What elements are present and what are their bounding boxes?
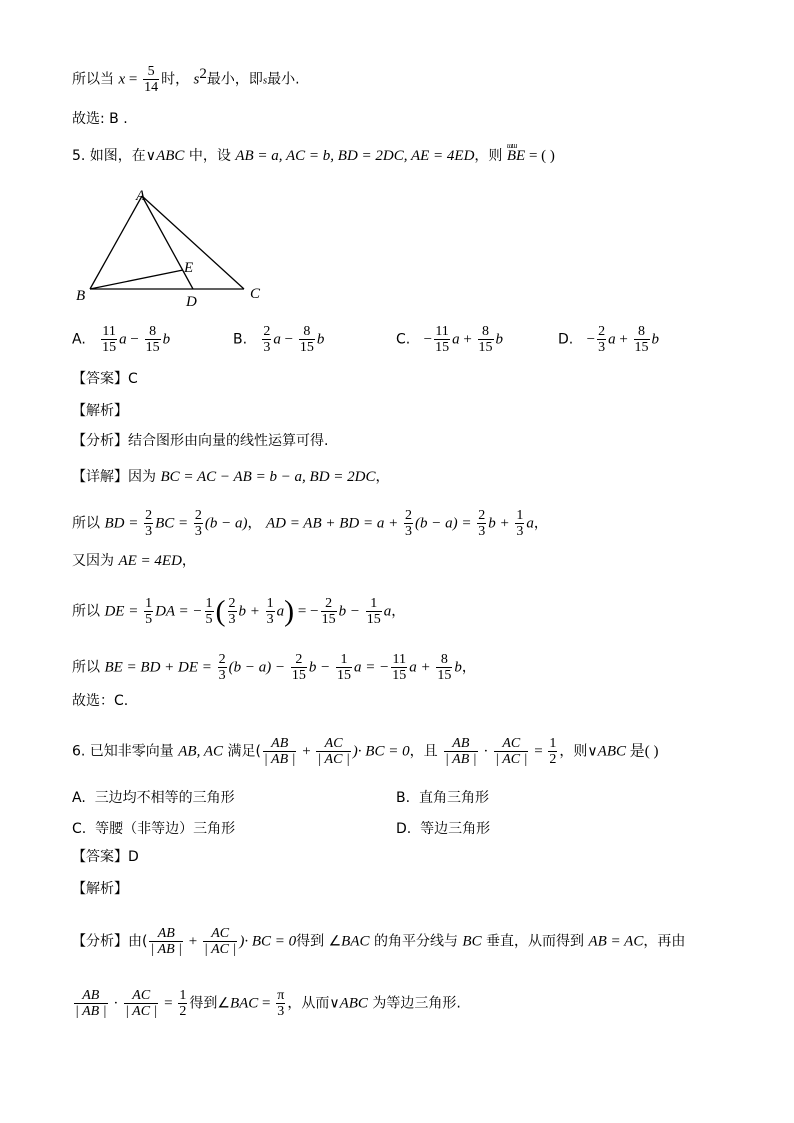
answer-line: 【答案】C: [72, 371, 138, 387]
fraction: $\frac{5}{14}$: [144, 64, 159, 95]
question-5-stem: 5. 如图，在∨ABC 中，设 AB = a, AC = b, BD = 2DC, AE = 4ED，则 ɯɯ BE = ( ): [72, 147, 555, 165]
vertex-label-c: C: [250, 286, 261, 302]
detail-line-4: 所以 DE = $\frac{1}{5}$ DA = − $\frac{1}{5}$ ( $\frac{2}{3}$ b + $\frac{1}{3}$ a) = − $\frac{2}{15}$ b − $\frac{1}{15}$ a，: [72, 594, 406, 628]
vertex-label-d: D: [186, 294, 197, 310]
detail-line-2: 所以 BD = $\frac{2}{3}$ BC = $\frac{2}{3}$ (b − a)， AD = AB + BD = a + $\frac{2}{3}$ (b − a) = $\frac{2}{3}$ b + $\frac{1}{3}$ a，: [72, 508, 548, 539]
option-b: B. $\frac{2}{3}$ a − $\frac{8}{15}$ b: [233, 324, 325, 355]
detail-line-5: 所以 BE = BD + DE = $\frac{2}{3}$ (b − a) − $\frac{2}{15}$ b − $\frac{1}{15}$ a = − $\frac{11}{15}$ a + $\frac{8}{15}$ b，: [72, 652, 476, 683]
vertex-label-a: A: [136, 188, 146, 204]
analysis-line-1: 【分析】由( $\frac{AB}{| AB |}$ + $\frac{AC}{| AC |}$ )· BC = 0得到 ∠BAC 的角平分线与 BC 垂直，从而得到 AB = AC，再由: [72, 926, 686, 957]
choice-line: 故选: B .: [72, 111, 128, 127]
vertex-label-b: B: [76, 288, 86, 304]
detail-line-3: 又因为 AE = 4ED，: [72, 553, 196, 569]
option-d: D. − $\frac{2}{3}$ a + $\frac{8}{15}$ b: [558, 324, 660, 355]
analysis-line: 【分析】结合图形由向量的线性运算可得.: [72, 433, 329, 449]
option-a: A. 三边均不相等的三角形: [72, 790, 235, 806]
option-d: D. 等边三角形: [396, 821, 491, 837]
option-c: C. 等腰（非等边）三角形: [72, 821, 236, 837]
choice-line-q5: 故选：C.: [72, 693, 129, 709]
option-c: C. − $\frac{11}{15}$ a + $\frac{8}{15}$ b: [396, 324, 504, 355]
triangle-figure: [72, 186, 272, 311]
answer-line: 【答案】D: [72, 849, 139, 865]
jiexi-heading: 【解析】: [72, 403, 128, 419]
solution-line-min: 所以当 x = $\frac{5}{14}$ 时， $s^2$最小，即s最小.: [72, 64, 300, 95]
vertex-label-e: E: [184, 260, 194, 276]
question-6-stem: 6. 已知非零向量 AB, AC 满足( $\frac{AB}{| AB |}$ + $\frac{AC}{| AC |}$ )· BC = 0，且 $\frac{AB}{| AB |}$ · $\frac{AC}{| AC |}$ = $\frac{1}{2}$ ，则∨ABC 是( ): [72, 736, 659, 767]
analysis-line-2: $\frac{AB}{| AB |}$ · $\frac{AC}{| AC |}$ = $\frac{1}{2}$ 得到∠BAC = $\frac{\pi}{3}$ ，从而∨ABC 为等边三角形.: [75, 988, 461, 1019]
option-b: B. 直角三角形: [396, 790, 489, 806]
detail-line-1: 【详解】因为 BC = AC − AB = b − a, BD = 2DC，: [72, 469, 390, 485]
jiexi-heading: 【解析】: [72, 881, 128, 897]
option-a: A. $\frac{11}{15}$ a − $\frac{8}{15}$ b: [72, 324, 171, 355]
